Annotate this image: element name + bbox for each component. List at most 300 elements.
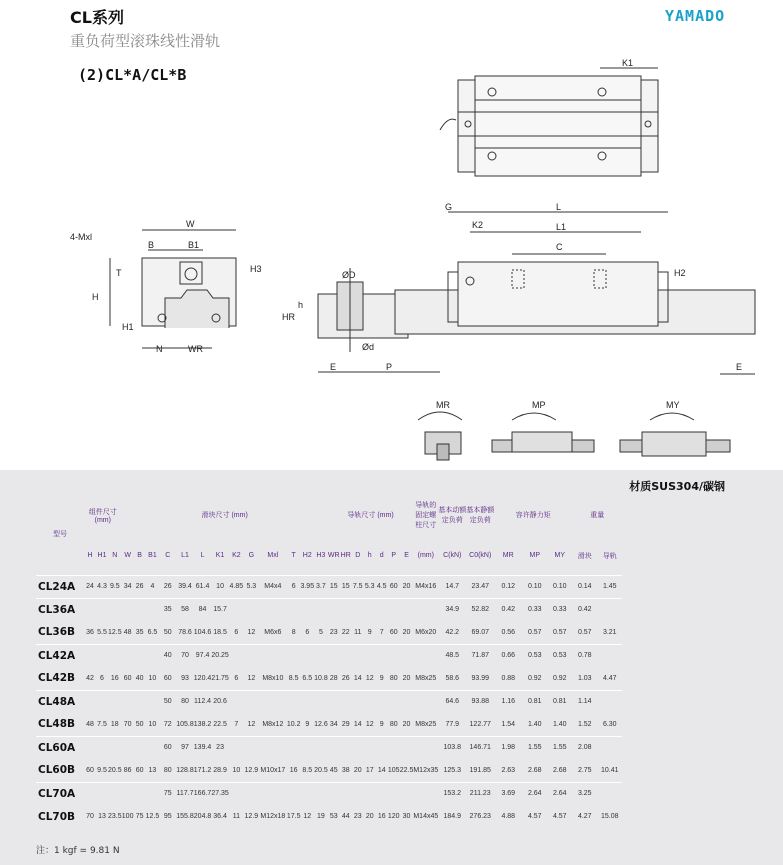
table-cell: 6 bbox=[305, 628, 310, 636]
table-cell: M8x25 bbox=[415, 674, 437, 682]
table-cell bbox=[259, 598, 287, 621]
table-cell: 80 bbox=[176, 690, 194, 713]
sub-header-cell: K2 bbox=[232, 552, 241, 560]
table-cell bbox=[400, 782, 414, 805]
table-cell: 93.99 bbox=[471, 674, 490, 682]
table-cell: 6 bbox=[234, 674, 239, 682]
table-cell: 39.4 bbox=[176, 575, 194, 598]
unit-note: 注：1 kgf = 9.81 N bbox=[36, 846, 120, 856]
table-cell: 2.75 bbox=[577, 766, 592, 774]
table-cell: 18.5 bbox=[213, 628, 227, 636]
table-cell: 20 bbox=[402, 720, 411, 728]
spec-table bbox=[36, 493, 647, 828]
table-cell: 60 bbox=[388, 575, 400, 598]
table-cell: 35 bbox=[135, 628, 144, 636]
table-cell bbox=[376, 736, 388, 759]
table-cell: 1.40 bbox=[552, 720, 567, 728]
table-cell bbox=[314, 736, 328, 759]
table-cell: 120 bbox=[387, 813, 400, 820]
table-cell: 10.2 bbox=[286, 720, 301, 728]
table-cell bbox=[134, 736, 146, 759]
table-cell: 5.3 bbox=[364, 575, 376, 598]
table-cell: 64.6 bbox=[438, 690, 466, 713]
table-cell: 0.42 bbox=[572, 598, 597, 621]
table-cell: 12.5 bbox=[108, 628, 122, 636]
table-cell: 2.64 bbox=[522, 782, 547, 805]
table-cell: 1.52 bbox=[577, 720, 592, 728]
table-cell bbox=[352, 644, 364, 667]
label-e-right: E bbox=[736, 362, 743, 372]
table-cell: 15.7 bbox=[211, 598, 229, 621]
table-cell: 14 bbox=[377, 766, 386, 774]
sub-header-cell: H3 bbox=[316, 552, 326, 560]
table-cell: 2.08 bbox=[572, 736, 597, 759]
model-heading: (2)CL*A/CL*B bbox=[78, 66, 187, 84]
sub-header-cell: K1 bbox=[215, 552, 225, 560]
table-cell: 14 bbox=[353, 674, 362, 682]
table-cell: 97 bbox=[176, 736, 194, 759]
label-od-lower: Ød bbox=[362, 342, 375, 352]
table-cell: 75 bbox=[159, 782, 176, 805]
table-cell: 3.95 bbox=[300, 575, 314, 598]
sub-header-cell: 导轨 bbox=[602, 552, 617, 560]
table-cell: 103.8 bbox=[438, 736, 466, 759]
table-cell bbox=[84, 644, 96, 667]
table-cell: 276.23 bbox=[469, 813, 491, 820]
model-cell: CL60A bbox=[36, 736, 84, 759]
table-cell bbox=[340, 598, 352, 621]
spec-table-panel bbox=[0, 470, 783, 865]
table-cell bbox=[287, 690, 301, 713]
table-cell: 0.92 bbox=[527, 674, 542, 682]
table-cell: 0.57 bbox=[552, 628, 567, 636]
table-cell bbox=[287, 644, 301, 667]
model-cell: CL42A bbox=[36, 644, 84, 667]
table-cell: 9 bbox=[305, 720, 310, 728]
table-cell bbox=[340, 644, 352, 667]
table-cell: 36 bbox=[86, 628, 94, 636]
table-cell: 60 bbox=[135, 766, 144, 774]
table-cell: 20 bbox=[365, 813, 374, 820]
table-cell: 211.23 bbox=[466, 782, 494, 805]
table-cell: 16 bbox=[377, 813, 386, 820]
table-cell: 12 bbox=[365, 720, 374, 728]
model-cell: CL42B bbox=[38, 672, 76, 685]
table-cell bbox=[328, 782, 340, 805]
sub-header-cell: H2 bbox=[302, 552, 312, 560]
table-cell: 13 bbox=[98, 813, 106, 820]
table-cell: 10 bbox=[232, 766, 241, 774]
table-cell: 16 bbox=[110, 674, 119, 682]
table-cell: 9 bbox=[379, 720, 384, 728]
model-cell: CL36B bbox=[38, 626, 76, 639]
table-cell: 61.4 bbox=[194, 575, 212, 598]
table-cell: 0.53 bbox=[522, 644, 547, 667]
table-cell bbox=[597, 690, 622, 713]
label-hr: HR bbox=[282, 312, 295, 322]
table-cell bbox=[229, 736, 244, 759]
table-cell: 10.8 bbox=[314, 674, 328, 682]
table-cell: 100 bbox=[121, 813, 134, 820]
table-cell bbox=[108, 690, 122, 713]
table-cell: 60 bbox=[123, 674, 132, 682]
table-cell bbox=[413, 736, 438, 759]
header-bolt: 导轨的固定螺柱尺寸 bbox=[415, 502, 437, 529]
table-cell: 45 bbox=[329, 766, 338, 774]
table-cell: 6.30 bbox=[602, 720, 617, 728]
table-cell bbox=[244, 782, 259, 805]
table-cell: 10.41 bbox=[600, 766, 619, 774]
table-cell bbox=[108, 644, 122, 667]
table-cell bbox=[328, 736, 340, 759]
table-cell: 35 bbox=[159, 598, 176, 621]
table-cell bbox=[146, 782, 160, 805]
sub-header-cell: N bbox=[112, 552, 118, 560]
table-cell: 42.2 bbox=[445, 628, 460, 636]
table-cell: 9.5 bbox=[108, 575, 122, 598]
table-cell bbox=[122, 598, 134, 621]
table-cell: 20.5 bbox=[108, 766, 122, 774]
sub-header-cell: D bbox=[355, 552, 361, 560]
table-cell: 22 bbox=[341, 628, 350, 636]
table-cell bbox=[300, 690, 314, 713]
table-cell: M12x35 bbox=[413, 766, 439, 774]
table-cell: 4.5 bbox=[376, 575, 388, 598]
table-cell: 53 bbox=[329, 813, 338, 820]
top-view-drawing bbox=[440, 68, 658, 176]
sub-header-cell: W bbox=[124, 552, 131, 560]
table-cell bbox=[314, 598, 328, 621]
label-mxl: 4-Mxl bbox=[70, 232, 92, 242]
sub-header-cell: E bbox=[404, 552, 409, 560]
table-cell: 40 bbox=[135, 674, 144, 682]
sub-header-cell: H bbox=[87, 552, 93, 560]
table-cell bbox=[96, 736, 108, 759]
moment-icons bbox=[418, 412, 730, 460]
sub-header-cell: C bbox=[165, 552, 171, 560]
table-cell: 48.5 bbox=[438, 644, 466, 667]
table-row bbox=[36, 644, 647, 667]
table-cell: 122.77 bbox=[469, 720, 491, 728]
table-cell: 10 bbox=[211, 575, 229, 598]
table-cell: 77.9 bbox=[445, 720, 460, 728]
table-cell: 22.5 bbox=[399, 766, 414, 774]
table-cell: 42 bbox=[86, 674, 94, 682]
table-cell: M6x6 bbox=[264, 628, 282, 636]
table-cell bbox=[400, 690, 414, 713]
table-cell: 16 bbox=[289, 766, 298, 774]
table-cell: 1.40 bbox=[527, 720, 542, 728]
table-row bbox=[36, 690, 647, 713]
table-cell: 19 bbox=[317, 813, 325, 820]
table-cell: 23.47 bbox=[466, 575, 494, 598]
table-cell: 1.16 bbox=[494, 690, 522, 713]
table-cell bbox=[328, 598, 340, 621]
table-cell: 1.45 bbox=[597, 575, 622, 598]
label-l: L bbox=[556, 202, 562, 212]
table-cell bbox=[340, 690, 352, 713]
table-cell: 28 bbox=[329, 674, 338, 682]
table-cell: 20.25 bbox=[211, 644, 229, 667]
table-cell: 22.5 bbox=[213, 720, 227, 728]
table-cell: 3.21 bbox=[602, 628, 617, 636]
table-cell: 0.88 bbox=[501, 674, 516, 682]
table-cell: 34.9 bbox=[438, 598, 466, 621]
sub-header-cell: C(kN) bbox=[443, 552, 462, 560]
table-cell: 86 bbox=[123, 766, 132, 774]
table-cell bbox=[376, 690, 388, 713]
table-cell: 104.6 bbox=[193, 628, 212, 636]
table-cell bbox=[122, 736, 134, 759]
table-cell: 4.3 bbox=[96, 575, 108, 598]
material-label: 材质SUS304/碳钢 bbox=[629, 480, 725, 493]
sub-header-cell: 滑块 bbox=[577, 552, 592, 560]
table-cell: 0.42 bbox=[494, 598, 522, 621]
spec-table-body bbox=[36, 575, 647, 828]
table-cell bbox=[229, 690, 244, 713]
table-cell bbox=[413, 598, 438, 621]
table-cell: 58 bbox=[176, 598, 194, 621]
table-cell: 8.5 bbox=[288, 674, 299, 682]
table-cell: 20 bbox=[353, 766, 362, 774]
table-cell bbox=[122, 782, 134, 805]
table-cell bbox=[364, 690, 376, 713]
table-cell: 12 bbox=[247, 628, 256, 636]
table-cell: 23.5 bbox=[108, 813, 122, 820]
table-cell: 11 bbox=[232, 813, 240, 820]
label-l1: L1 bbox=[556, 222, 567, 232]
table-cell bbox=[96, 690, 108, 713]
table-row bbox=[36, 805, 647, 828]
table-cell: 1.98 bbox=[494, 736, 522, 759]
table-cell: M14x45 bbox=[413, 813, 439, 820]
table-cell bbox=[84, 736, 96, 759]
table-cell: 0.10 bbox=[522, 575, 547, 598]
table-cell: 0.56 bbox=[501, 628, 516, 636]
table-cell: 8.5 bbox=[302, 766, 313, 774]
table-cell bbox=[400, 598, 414, 621]
table-cell: 72 bbox=[163, 720, 172, 728]
table-cell: 171.2 bbox=[193, 766, 212, 774]
label-w: W bbox=[186, 219, 195, 229]
table-cell: 70 bbox=[176, 644, 194, 667]
label-c: C bbox=[556, 242, 563, 252]
header-static: 基本静额定负荷 bbox=[466, 507, 495, 524]
table-cell: 1.55 bbox=[547, 736, 572, 759]
table-cell: 6 bbox=[287, 575, 301, 598]
table-cell bbox=[413, 644, 438, 667]
sub-header-cell: T bbox=[291, 552, 296, 560]
table-cell bbox=[84, 598, 96, 621]
table-cell bbox=[388, 598, 400, 621]
table-cell: 4.57 bbox=[527, 813, 542, 820]
table-cell: 40 bbox=[159, 644, 176, 667]
table-cell: 13 bbox=[148, 766, 157, 774]
table-cell: 48 bbox=[123, 628, 132, 636]
table-cell: 12 bbox=[303, 813, 312, 820]
table-cell: 155.8 bbox=[176, 813, 194, 820]
table-cell: 0.81 bbox=[522, 690, 547, 713]
label-p: P bbox=[386, 362, 393, 372]
table-cell: 34 bbox=[122, 575, 134, 598]
table-cell: 2.68 bbox=[527, 766, 542, 774]
table-cell bbox=[108, 782, 122, 805]
table-cell: 0.53 bbox=[547, 644, 572, 667]
table-cell: 97.4 bbox=[194, 644, 212, 667]
table-cell: 20 bbox=[400, 575, 414, 598]
table-cell bbox=[287, 598, 301, 621]
table-cell: 15 bbox=[340, 575, 352, 598]
table-cell: 1.54 bbox=[501, 720, 516, 728]
table-cell: 6.5 bbox=[302, 674, 313, 682]
label-e-left: E bbox=[330, 362, 337, 372]
table-cell: 7.5 bbox=[352, 575, 364, 598]
sub-header-cell: L1 bbox=[181, 552, 189, 560]
label-mp: MP bbox=[532, 400, 546, 410]
label-h-small: h bbox=[298, 300, 304, 310]
table-cell: 60 bbox=[86, 766, 94, 774]
table-cell: 3.69 bbox=[494, 782, 522, 805]
table-cell: 20 bbox=[402, 628, 411, 636]
table-cell bbox=[134, 782, 146, 805]
table-cell bbox=[388, 736, 400, 759]
label-my: MY bbox=[666, 400, 680, 410]
table-cell bbox=[364, 736, 376, 759]
table-cell: 0.10 bbox=[547, 575, 572, 598]
table-cell: M4x4 bbox=[259, 575, 287, 598]
table-cell bbox=[300, 598, 314, 621]
table-cell bbox=[352, 782, 364, 805]
sub-header-cell: (mm) bbox=[417, 552, 434, 560]
table-cell: M6x20 bbox=[415, 628, 437, 636]
label-h1: H1 bbox=[122, 322, 134, 332]
table-cell: 29 bbox=[341, 720, 350, 728]
table-row bbox=[36, 621, 647, 644]
table-cell: 14.7 bbox=[438, 575, 466, 598]
table-cell bbox=[314, 690, 328, 713]
header-rail: 导轨尺寸 (mm) bbox=[347, 512, 394, 519]
table-cell bbox=[229, 598, 244, 621]
table-cell bbox=[134, 690, 146, 713]
table-cell: 4.57 bbox=[552, 813, 567, 820]
table-cell: 0.57 bbox=[577, 628, 592, 636]
table-cell: 125.3 bbox=[443, 766, 462, 774]
table-cell: 12 bbox=[247, 674, 256, 682]
table-cell: 69.07 bbox=[471, 628, 490, 636]
table-cell: 5.3 bbox=[244, 575, 259, 598]
label-n: N bbox=[156, 344, 163, 354]
table-cell: 26 bbox=[159, 575, 176, 598]
table-cell bbox=[328, 690, 340, 713]
table-cell: 28.9 bbox=[213, 766, 227, 774]
table-row bbox=[36, 713, 647, 736]
table-cell: 71.87 bbox=[466, 644, 494, 667]
table-cell bbox=[122, 690, 134, 713]
table-cell bbox=[287, 782, 301, 805]
table-cell: 11 bbox=[354, 628, 362, 636]
table-cell: 0.57 bbox=[527, 628, 542, 636]
table-cell bbox=[388, 782, 400, 805]
table-cell: 0.78 bbox=[572, 644, 597, 667]
table-cell: 34 bbox=[329, 720, 338, 728]
table-cell bbox=[96, 598, 108, 621]
table-cell bbox=[300, 644, 314, 667]
table-cell: 0.33 bbox=[547, 598, 572, 621]
table-cell: 84 bbox=[194, 598, 212, 621]
table-cell: 70 bbox=[86, 813, 94, 820]
table-cell bbox=[400, 644, 414, 667]
sub-header-cell: P bbox=[391, 552, 397, 560]
table-cell: M4x16 bbox=[413, 575, 438, 598]
header-model: 型号 bbox=[53, 530, 67, 538]
table-cell bbox=[146, 598, 160, 621]
table-cell bbox=[314, 782, 328, 805]
table-cell: 21.75 bbox=[211, 674, 229, 682]
table-cell: 184.9 bbox=[443, 813, 462, 820]
table-cell bbox=[364, 598, 376, 621]
table-cell: 14 bbox=[353, 720, 362, 728]
sub-header-cell: G bbox=[248, 552, 255, 560]
table-cell: 80 bbox=[389, 674, 398, 682]
table-cell: 80 bbox=[163, 766, 172, 774]
table-cell: M8x25 bbox=[415, 720, 437, 728]
table-cell: 6 bbox=[100, 674, 104, 682]
table-cell bbox=[300, 736, 314, 759]
table-cell bbox=[96, 782, 108, 805]
table-cell: 27.35 bbox=[211, 782, 229, 805]
table-cell bbox=[352, 690, 364, 713]
table-cell: 26 bbox=[134, 575, 146, 598]
series-title: CL系列 bbox=[70, 8, 124, 27]
table-cell bbox=[108, 736, 122, 759]
table-cell bbox=[352, 736, 364, 759]
table-cell: 2.63 bbox=[501, 766, 516, 774]
table-cell: 138.2 bbox=[193, 720, 212, 728]
table-cell: 4.47 bbox=[602, 674, 617, 682]
table-cell: 48 bbox=[86, 720, 94, 728]
sub-header-cell: L bbox=[200, 552, 205, 560]
table-cell: 44 bbox=[341, 813, 350, 820]
table-cell: 95 bbox=[163, 813, 172, 820]
table-cell: 0.92 bbox=[552, 674, 567, 682]
table-cell bbox=[84, 690, 96, 713]
table-cell: 6 bbox=[234, 628, 239, 636]
sub-header-cell: HR bbox=[340, 552, 351, 560]
brand-logo: YAMADO bbox=[665, 7, 726, 25]
table-cell: 9 bbox=[367, 628, 372, 636]
table-cell: 105 bbox=[387, 766, 400, 774]
table-cell bbox=[376, 644, 388, 667]
label-k2: K2 bbox=[472, 220, 484, 230]
label-b1: B1 bbox=[188, 240, 200, 250]
table-cell: 105.8 bbox=[176, 720, 194, 728]
table-cell: 112.4 bbox=[194, 690, 212, 713]
table-cell: 2.68 bbox=[552, 766, 567, 774]
table-cell: 12.6 bbox=[314, 720, 328, 728]
table-cell: 0.14 bbox=[572, 575, 597, 598]
table-cell: 36.4 bbox=[213, 813, 227, 820]
label-h2: H2 bbox=[674, 268, 686, 278]
table-cell bbox=[597, 644, 622, 667]
table-cell bbox=[413, 690, 438, 713]
table-cell bbox=[364, 644, 376, 667]
sub-header-cell: B1 bbox=[148, 552, 157, 560]
table-cell bbox=[146, 644, 160, 667]
model-cell: CL70A bbox=[36, 782, 84, 805]
table-cell: 1.55 bbox=[522, 736, 547, 759]
model-cell: CL36A bbox=[36, 598, 84, 621]
table-cell: 0.33 bbox=[522, 598, 547, 621]
